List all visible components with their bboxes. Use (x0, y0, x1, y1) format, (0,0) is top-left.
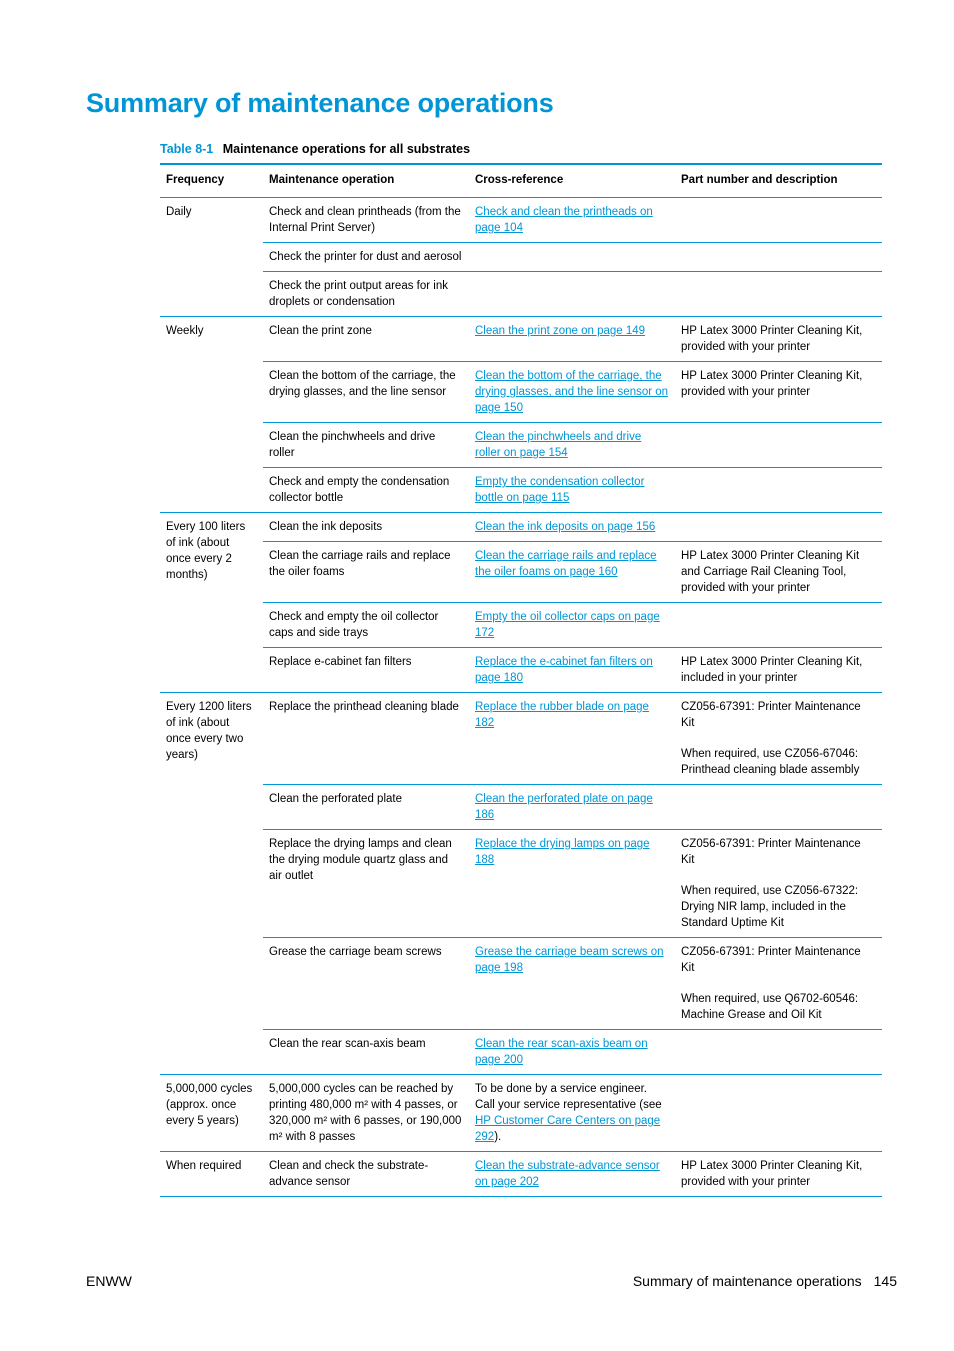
table-row (160, 243, 882, 272)
part-cell (675, 513, 882, 542)
part-cell (675, 272, 882, 317)
crossref-cell (469, 785, 675, 830)
footer-section: Summary of maintenance operations (632, 1273, 862, 1289)
part-cell (675, 603, 882, 648)
crossref-cell (469, 362, 675, 423)
crossref-link[interactable]: Check and clean the printheads on page 104 (475, 206, 653, 234)
table-row (160, 1075, 882, 1152)
crossref-link[interactable]: Clean the bottom of the carriage, the drying glasses, and the line sensor on page 150 (475, 370, 669, 414)
table-caption-text: Maintenance operations for all substrates (222, 142, 471, 156)
operation-cell: Replace e-cabinet fan filters (263, 648, 469, 693)
footer-left: ENWW (86, 1273, 132, 1289)
crossref-cell (469, 1152, 675, 1197)
crossref-note: To be done by a service engineer. Call your service representative (see (475, 1083, 662, 1111)
crossref-link[interactable]: Clean the ink deposits on page 156 (475, 521, 656, 533)
table-row (160, 938, 882, 1030)
frequency-cell: Every 100 liters of ink (about once every 2 months) (160, 513, 263, 693)
part-cell (675, 1030, 882, 1075)
table-row (160, 513, 882, 542)
crossref-link[interactable]: Empty the oil collector caps on page 172 (475, 611, 660, 639)
operation-cell: Replace the drying lamps and clean the drying module quartz glass and air outlet (263, 830, 469, 938)
part-cell (675, 785, 882, 830)
part-cell (675, 198, 882, 243)
part-text: CZ056-67391: Printer Maintenance Kit (681, 838, 861, 866)
crossref-link[interactable]: Clean the print zone on page 149 (475, 325, 646, 337)
table-header-row (160, 165, 882, 198)
crossref-link[interactable]: Replace the e-cabinet fan filters on page 180 (475, 656, 653, 684)
table-row (160, 693, 882, 785)
operation-cell: Check the print output areas for ink droplets or condensation (263, 272, 469, 317)
header-crossref: Cross-reference (469, 165, 675, 198)
operation-cell: Clean and check the substrate-advance sensor (263, 1152, 469, 1197)
crossref-cell (469, 693, 675, 785)
crossref-cell (469, 938, 675, 1030)
maintenance-table (160, 165, 882, 1197)
crossref-cell (469, 513, 675, 542)
crossref-cell (469, 317, 675, 362)
operation-cell: Clean the pinchwheels and drive roller (263, 423, 469, 468)
table-row (160, 830, 882, 938)
operation-cell: Clean the perforated plate (263, 785, 469, 830)
crossref-cell (469, 1030, 675, 1075)
part-text: HP Latex 3000 Printer Cleaning Kit, included in your printer (681, 656, 863, 684)
crossref-link[interactable]: Grease the carriage beam screws on page 198 (475, 946, 664, 974)
part-text: CZ056-67391: Printer Maintenance Kit (681, 701, 861, 729)
part-cell (675, 830, 882, 938)
table-row (160, 423, 882, 468)
table-row (160, 1030, 882, 1075)
frequency-cell: Daily (160, 198, 263, 317)
part-cell (675, 317, 882, 362)
crossref-cell (469, 603, 675, 648)
crossref-link[interactable]: Clean the carriage rails and replace the oiler foams on page 160 (475, 550, 657, 578)
page-title: Summary of maintenance operations (86, 88, 554, 118)
part-cell (675, 362, 882, 423)
part-text: HP Latex 3000 Printer Cleaning Kit, provided with your printer (681, 325, 863, 353)
footer-right (633, 1273, 897, 1289)
operation-cell: Grease the carriage beam screws (263, 938, 469, 1030)
crossref-cell (469, 243, 675, 272)
table-row (160, 317, 882, 362)
part-text: HP Latex 3000 Printer Cleaning Kit and Carriage Rail Cleaning Tool, provided with your printer (681, 550, 860, 594)
part-cell (675, 693, 882, 785)
part-cell (675, 1075, 882, 1152)
crossref-cell (469, 648, 675, 693)
crossref-link[interactable]: Clean the substrate-advance sensor on page 202 (475, 1160, 660, 1188)
header-part: Part number and description (675, 165, 882, 198)
operation-cell: Check and empty the condensation collector bottle (263, 468, 469, 513)
crossref-link[interactable]: Empty the condensation collector bottle on page 115 (475, 476, 645, 504)
part-cell (675, 938, 882, 1030)
header-frequency: Frequency (160, 165, 263, 198)
crossref-cell (469, 198, 675, 243)
part-text: When required, use Q6702-60546: Machine Grease and Oil Kit (681, 993, 859, 1021)
crossref-link[interactable]: Clean the rear scan-axis beam on page 200 (475, 1038, 648, 1066)
frequency-cell: When required (160, 1152, 263, 1197)
part-text: CZ056-67391: Printer Maintenance Kit (681, 946, 861, 974)
operation-cell: Replace the printhead cleaning blade (263, 693, 469, 785)
crossref-note-end: ). (494, 1131, 502, 1143)
table-row (160, 542, 882, 603)
operation-cell: Check and empty the oil collector caps and side trays (263, 603, 469, 648)
operation-cell: 5,000,000 cycles can be reached by printing 480,000 m² with 4 passes, or 320,000 m² with 6 passes, or 190,000 m² with 8 passes (263, 1075, 469, 1152)
part-cell (675, 648, 882, 693)
table-row (160, 603, 882, 648)
crossref-link[interactable]: Clean the pinchwheels and drive roller on page 154 (475, 431, 642, 459)
table-row (160, 272, 882, 317)
crossref-link[interactable]: Replace the rubber blade on page 182 (475, 701, 649, 729)
crossref-cell (469, 468, 675, 513)
table-body (160, 198, 882, 1197)
table-row (160, 785, 882, 830)
header-operation: Maintenance operation (263, 165, 469, 198)
part-cell (675, 468, 882, 513)
part-cell (675, 423, 882, 468)
crossref-link[interactable]: HP Customer Care Centers on page 292 (475, 1115, 661, 1143)
part-text: HP Latex 3000 Printer Cleaning Kit, provided with your printer (681, 1160, 863, 1188)
operation-cell: Clean the print zone (263, 317, 469, 362)
part-text: HP Latex 3000 Printer Cleaning Kit, provided with your printer (681, 370, 863, 398)
crossref-cell (469, 830, 675, 938)
part-text: When required, use CZ056-67046: Printhead cleaning blade assembly (681, 748, 860, 776)
crossref-link[interactable]: Clean the perforated plate on page 186 (475, 793, 653, 821)
part-text: When required, use CZ056-67322: Drying NIR lamp, included in the Standard Uptime Kit (681, 885, 859, 929)
frequency-cell: Weekly (160, 317, 263, 513)
operation-cell: Clean the ink deposits (263, 513, 469, 542)
page-number: 145 (873, 1273, 897, 1289)
crossref-cell (469, 423, 675, 468)
table-row (160, 362, 882, 423)
table-caption (160, 142, 470, 156)
operation-cell: Clean the carriage rails and replace the oiler foams (263, 542, 469, 603)
part-cell (675, 243, 882, 272)
table-row (160, 198, 882, 243)
table-row (160, 648, 882, 693)
table-row (160, 468, 882, 513)
frequency-cell: Every 1200 liters of ink (about once every two years) (160, 693, 263, 1075)
part-cell (675, 542, 882, 603)
crossref-cell (469, 1075, 675, 1152)
table-number: Table 8-1 (160, 142, 214, 156)
operation-cell: Check and clean printheads (from the Internal Print Server) (263, 198, 469, 243)
operation-cell: Clean the rear scan-axis beam (263, 1030, 469, 1075)
part-cell (675, 1152, 882, 1197)
crossref-cell (469, 542, 675, 603)
crossref-link[interactable]: Replace the drying lamps on page 188 (475, 838, 650, 866)
operation-cell: Clean the bottom of the carriage, the drying glasses, and the line sensor (263, 362, 469, 423)
frequency-cell: 5,000,000 cycles (approx. once every 5 years) (160, 1075, 263, 1152)
table-row (160, 1152, 882, 1197)
operation-cell: Check the printer for dust and aerosol (263, 243, 469, 272)
crossref-cell (469, 272, 675, 317)
